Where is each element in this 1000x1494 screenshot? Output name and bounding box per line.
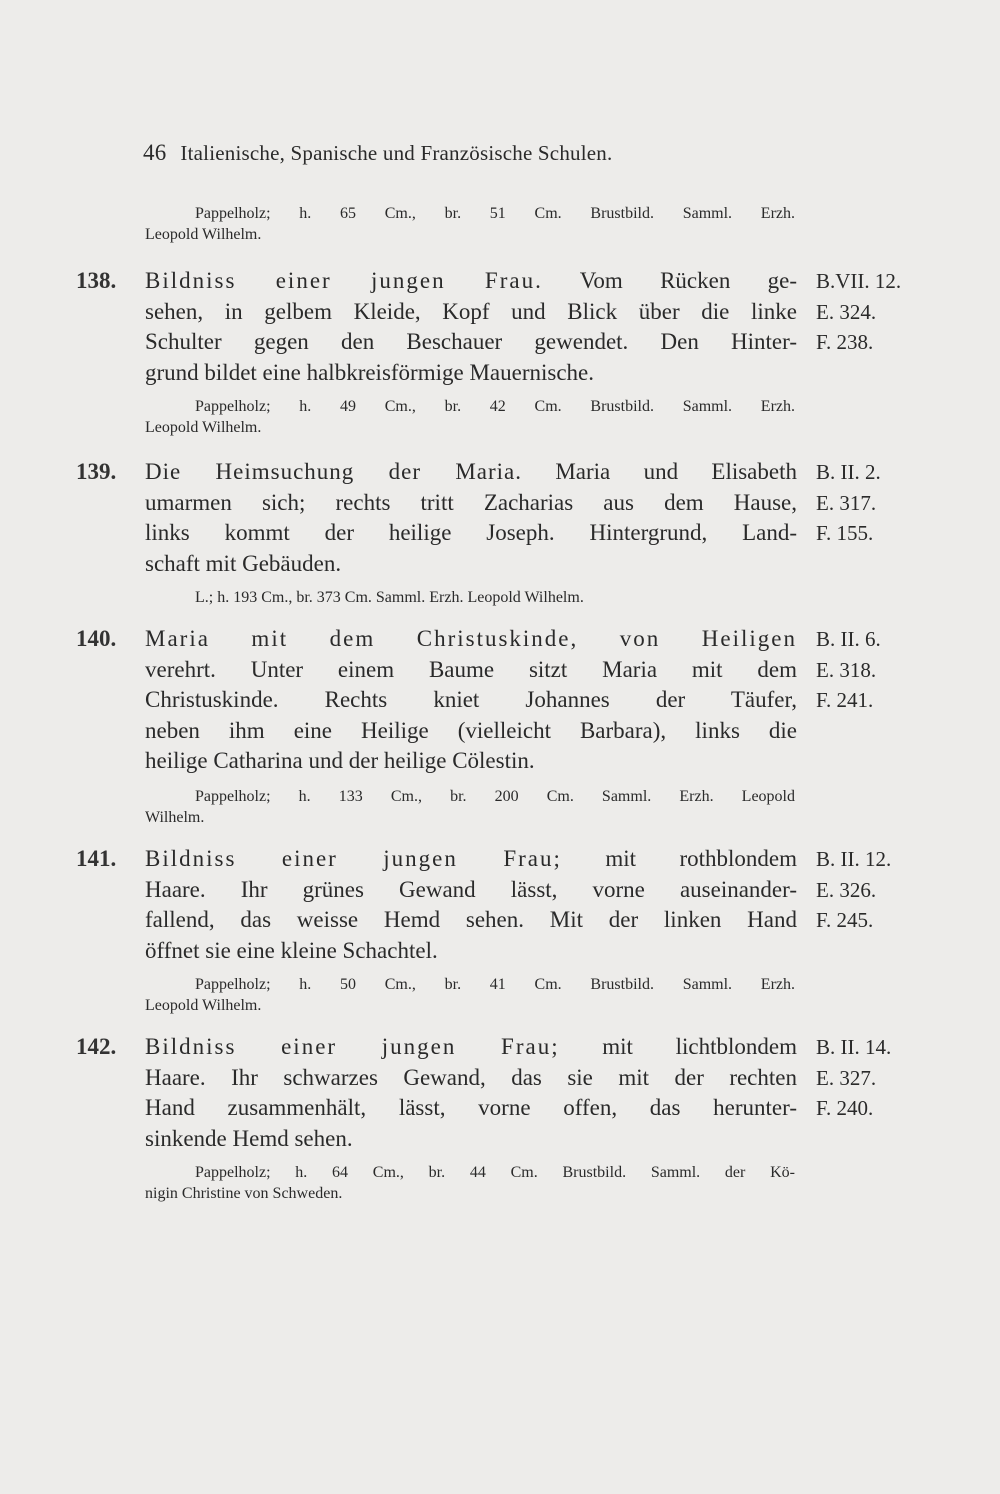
running-title: Italienische, Spanische und Französische Schulen. — [180, 141, 613, 165]
meta-line-1: Pappelholz; h. 50 Cm., br. 41 Cm. Brustbild. Samml. Erzh. — [195, 976, 795, 993]
entry-line: verehrt. Unter einem Baume sitzt Maria mit dem — [145, 656, 797, 682]
entry-line: Schulter gegen den Beschauer gewendet. Den Hinter- — [145, 329, 797, 355]
reference-b: B. II. 2. — [816, 460, 881, 484]
entry-title: Die Heimsuchung der Maria. — [145, 459, 522, 484]
entry-title: Bildniss einer jungen Frau. — [145, 268, 543, 293]
entry-line: neben ihm eine Heilige (vielleicht Barbara), links die — [145, 717, 797, 743]
entry-line: heilige Catharina und der heilige Cölestin. — [145, 748, 535, 774]
entry-number: 140. — [76, 626, 117, 651]
entry-line: Hand zusammenhält, lässt, vorne offen, das herunter- — [145, 1095, 797, 1121]
entry-line: schaft mit Gebäuden. — [145, 550, 342, 576]
meta-line-1: Pappelholz; h. 64 Cm., br. 44 Cm. Brustbild. Samml. der Kö- — [195, 1164, 795, 1181]
reference-e: E. 324. — [816, 299, 877, 324]
entry-line: sinkende Hemd sehen. — [145, 1125, 353, 1151]
meta-line-1: Pappelholz; h. 49 Cm., br. 42 Cm. Brustbild. Samml. Erzh. — [195, 398, 795, 415]
entry-line: Maria und Elisabeth — [522, 459, 797, 484]
entry-meta — [145, 396, 795, 438]
reference-e: E. 326. — [816, 877, 877, 902]
entry-title: Bildniss einer jungen Frau; — [145, 846, 562, 871]
meta-line-2: Leopold Wilhelm. — [145, 419, 262, 436]
entry-number: 141. — [76, 846, 117, 871]
entry-title: Bildniss einer jungen Frau; — [145, 1034, 560, 1059]
entry-text — [145, 1032, 797, 1154]
entry-line: mit lichtblondem — [559, 1034, 798, 1059]
reference-e: E. 318. — [816, 657, 877, 682]
entry-line: Vom Rücken ge- — [542, 268, 798, 293]
entry-line: Haare. Ihr schwarzes Gewand, das sie mit der rechten — [145, 1064, 797, 1090]
meta-line-2: nigin Christine von Schweden. — [145, 1185, 343, 1202]
entry-number: 139. — [76, 459, 117, 484]
reference-f: F. 240. — [816, 1096, 874, 1121]
entry-title: Maria mit dem Christuskinde, von Heiligen — [145, 626, 797, 651]
page-number: 46 — [143, 140, 167, 165]
reference-e: E. 317. — [816, 490, 877, 515]
meta-line-1: Pappelholz; h. 65 Cm., br. 51 Cm. Brustbild. Samml. Erzh. — [195, 205, 795, 222]
reference-b: B.VII. 12. — [816, 269, 902, 293]
entry-references — [816, 457, 881, 549]
entry-number: 142. — [76, 1034, 117, 1059]
entry-line: mit rothblondem — [561, 846, 797, 871]
entry-references — [816, 1032, 891, 1124]
entry-line: Haare. Ihr grünes Gewand lässt, vorne auseinander- — [145, 876, 797, 902]
entry-meta — [145, 1162, 795, 1204]
meta-line-1: Pappelholz; h. 133 Cm., br. 200 Cm. Samml. Erzh. Leopold — [195, 788, 795, 805]
entry-line: grund bildet eine halbkreisförmige Mauernische. — [145, 359, 594, 385]
entry-text — [145, 457, 797, 579]
entry-meta — [145, 786, 795, 828]
entry-text — [145, 624, 797, 777]
reference-f: F. 241. — [816, 688, 874, 713]
intro-meta — [145, 203, 795, 245]
entry-line: öffnet sie eine kleine Schachtel. — [145, 937, 438, 963]
reference-f: F. 245. — [816, 908, 874, 933]
entry-line: Christuskinde. Rechts kniet Johannes der Täufer, — [145, 687, 797, 713]
reference-b: B. II. 12. — [816, 847, 892, 871]
entry-line: fallend, das weisse Hemd sehen. Mit der linken Hand — [145, 907, 797, 933]
meta-line-2: Leopold Wilhelm. — [145, 997, 262, 1014]
meta-line-2: Wilhelm. — [145, 809, 205, 826]
reference-e: E. 327. — [816, 1065, 877, 1090]
entry-references — [816, 844, 891, 936]
entry-references — [816, 266, 901, 358]
entry-number: 138. — [76, 268, 117, 293]
entry-meta — [145, 974, 795, 1016]
entry-line: sehen, in gelbem Kleide, Kopf und Blick über die linke — [145, 298, 797, 324]
reference-b: B. II. 6. — [816, 627, 881, 651]
reference-f: F. 238. — [816, 330, 874, 355]
entry-text — [145, 266, 797, 388]
entry-text — [145, 844, 797, 966]
entry-meta — [145, 587, 795, 608]
entry-line: umarmen sich; rechts tritt Zacharias aus dem Hause, — [145, 489, 797, 515]
reference-f: F. 155. — [816, 521, 874, 546]
entry-references — [816, 624, 881, 716]
page-header — [143, 140, 612, 166]
meta-line-1: L.; h. 193 Cm., br. 373 Cm. Samml. Erzh. Leopold Wilhelm. — [195, 589, 584, 606]
entry-line: links kommt der heilige Joseph. Hintergrund, Land- — [145, 520, 797, 546]
reference-b: B. II. 14. — [816, 1035, 892, 1059]
meta-line-2: Leopold Wilhelm. — [145, 226, 262, 243]
